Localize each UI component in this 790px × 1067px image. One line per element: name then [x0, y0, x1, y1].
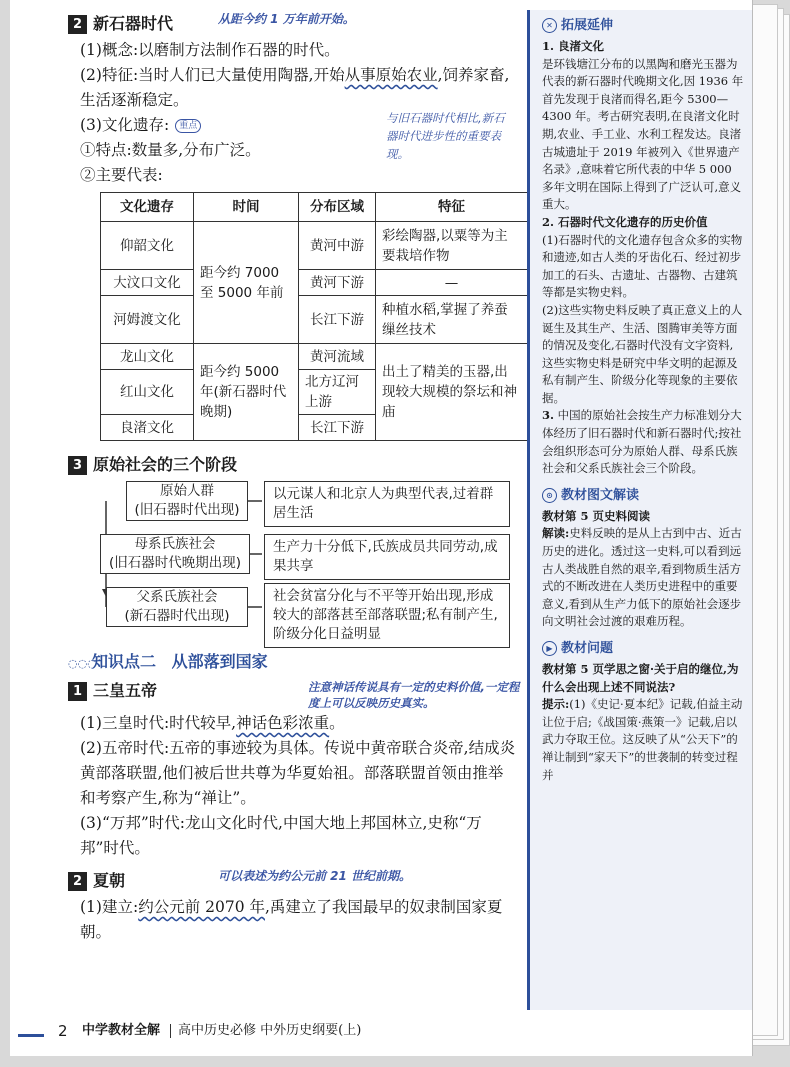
sidebar-heading-text: 教材图文解读 [561, 487, 640, 503]
margin-note: 从距今约 1 万年前开始。 [218, 12, 355, 26]
stamp: 重点 [175, 119, 201, 133]
sidebar-heading-text: 拓展延伸 [561, 18, 614, 33]
footer-divider [170, 1024, 171, 1038]
margin-note: 可以表述为约公元前 21 世纪前期。 [218, 869, 412, 883]
sidebar-paragraph: (2)这些实物史料反映了真正意义上的人诞生及其生产、生活、图腾审美等方面的情况及变化,石器时代没有文字资料,这些实物史料是研究中华文明的起源及私有制产生、阶级分化等现象的主要依据。 [542, 302, 743, 405]
text: ,禹建立了我国最早的奴隶制国家夏朝。 [80, 898, 503, 941]
table-cell: 黄河流域 [299, 344, 376, 370]
knowledge-point-heading [68, 647, 530, 677]
stage-description: 社会贫富分化与不平等开始出现,形成较大的部落甚至部落联盟;私有制产生,阶级分化日益明显 [264, 583, 510, 648]
text: 史料反映的是从上古到中古、近古历史的进化。透过这一史料,可以看到远古人类战胜自然的艰辛,看到物质生活方式的不断改进在人类历史进程中的重要意义,看到从生产力低下的原始社会逐步向文明社会过渡的艰难历程。 [542, 526, 742, 629]
stage-period: (新石器时代出现) [124, 608, 230, 624]
paragraph: (2)五帝时代:五帝的事迹较为具体。传说中黄帝联合炎帝,结成炎黄部落联盟,他们被后世共尊为华夏始祖。部落联盟首领由推举和考察产生,称为“禅让”。 [80, 739, 516, 807]
table-cell: 彩绘陶器,以粟等为主要栽培作物 [376, 222, 528, 270]
drops-icon: ◌◌◌ [68, 657, 97, 670]
stage-period: (旧石器时代出现) [134, 502, 240, 518]
sidebar-heading [542, 484, 744, 508]
table-cell: 河姆渡文化 [101, 296, 194, 344]
paragraph: (3)“万邦”时代:龙山文化时代,中国大地上邦国林立,史称“万邦”时代。 [80, 814, 482, 857]
table-cell: — [376, 270, 528, 296]
section-title: 原始社会的三个阶段 [93, 455, 238, 474]
extension-icon: ✕ [542, 18, 557, 33]
table-header-row [101, 193, 528, 222]
footer-brand: 中学教材全解 [82, 1023, 161, 1038]
sidebar-subtitle: 教材第 5 页学思之窗·关于启的继位,为什么会出现上述不同说法? [542, 662, 739, 694]
table-cell: 北方辽河上游 [299, 370, 376, 415]
section-heading [68, 867, 530, 895]
table-cell: 黄河下游 [299, 270, 376, 296]
sidebar-paragraph [542, 407, 744, 477]
stage-period: (旧石器时代晚期出现) [108, 555, 242, 571]
sidebar-paragraph: (1)石器时代的文化遗存包含众多的实物和遗迹,如古人类的牙齿化石、经过初步加工的石头、古遗址、古器物、古建筑等都是实物史料。 [542, 232, 743, 300]
textbook-page [10, 0, 753, 1056]
text: (1)三皇时代:时代较早, [80, 714, 237, 732]
stage-box-patrilineal [106, 587, 248, 627]
table-cell: 大汶口文化 [101, 270, 194, 296]
stage-name: 母系氏族社会 [134, 536, 216, 552]
underlined-text: 从事原始农业 [344, 66, 438, 84]
paragraph: (1)概念:以磨制方法制作石器的时代。 [80, 41, 340, 59]
paragraph [68, 711, 530, 736]
table-cell: 黄河中游 [299, 222, 376, 270]
text: (1)建立: [80, 898, 139, 916]
sidebar-heading [542, 14, 744, 38]
section-number: 1 [68, 682, 87, 701]
text: (3)文化遗存: [80, 116, 170, 134]
play-icon: ▶ [542, 641, 557, 656]
sidebar [527, 10, 752, 1010]
table-cell: 长江下游 [299, 415, 376, 441]
text: (1)《史记·夏本纪》记载,伯益主动让位于启;《战国策·燕策一》记载,启以武力夺取王位。这反映了从“公天下”的禅让制到“家天下”的世袭制的转变过程并 [542, 697, 743, 782]
label: 解读: [542, 526, 570, 541]
sidebar-item-number: 3. [542, 408, 555, 423]
sidebar-subtitle: 教材第 5 页史料阅读 [542, 508, 651, 523]
paragraph [68, 63, 520, 113]
table-header: 分布区域 [299, 193, 376, 222]
text: 中国的原始社会按生产力标准划分大体经历了旧石器时代和新石器时代;按社会组织形态可分为原始人群、母系氏族社会和父系氏族社会三个阶段。 [542, 408, 742, 476]
sidebar-subtitle: 1. 良渚文化 [542, 39, 605, 53]
table-cell: 红山文化 [101, 370, 194, 415]
page-number: 2 [58, 1022, 68, 1040]
table-header: 文化遗存 [101, 193, 194, 222]
stage-description: 生产力十分低下,氏族成员共同劳动,成果共享 [264, 534, 510, 580]
sidebar-heading-text: 教材问题 [561, 641, 614, 656]
stage-box-primitive-group [126, 481, 248, 521]
section-number: 2 [68, 15, 87, 34]
table-cell: 距今约 7000 至 5000 年前 [194, 222, 299, 344]
sidebar-subtitle: 2. 石器时代文化遗存的历史价值 [542, 214, 708, 229]
label: 提示: [542, 697, 570, 712]
table-row [101, 270, 528, 296]
page-footer [10, 1018, 752, 1044]
section-heading [68, 451, 530, 479]
section-heading [68, 677, 530, 710]
stage-description: 以元谋人和北京人为典型代表,过着群居生活 [264, 481, 510, 527]
underlined-text: 神话色彩浓重 [236, 714, 330, 732]
stage-name: 父系氏族社会 [136, 589, 218, 605]
magnifier-icon: ⊙ [542, 488, 557, 503]
table-cell: 良渚文化 [101, 415, 194, 441]
table-cell: 仰韶文化 [101, 222, 194, 270]
table-cell: 长江下游 [299, 296, 376, 344]
table-row [101, 344, 528, 370]
stage-box-matrilineal [100, 534, 250, 574]
table-row [101, 222, 528, 270]
table-header: 特征 [376, 193, 528, 222]
underlined-text: 约公元前 2070 年 [138, 898, 265, 916]
table-row [101, 296, 528, 344]
sidebar-paragraph [542, 696, 744, 784]
sidebar-paragraph [542, 525, 744, 631]
stage-flowchart [68, 479, 530, 641]
section-title: 三皇五帝 [93, 681, 158, 700]
paragraph: ②主要代表: [80, 166, 163, 184]
section-number: 2 [68, 872, 87, 891]
footer-book-title: 高中历史必修 中外历史纲要(上) [178, 1023, 362, 1038]
paragraph: ①特点:数量多,分布广泛。 [80, 141, 261, 159]
footer-accent-bar [18, 1034, 44, 1037]
table-cell: 出土了精美的玉器,出现较大规模的祭坛和神庙 [376, 344, 528, 441]
knowledge-point-title: 从部落到国家 [171, 652, 268, 671]
section-title: 新石器时代 [93, 14, 174, 33]
section-heading [68, 10, 530, 38]
culture-table [100, 192, 528, 441]
table-header: 时间 [194, 193, 299, 222]
section-title: 夏朝 [93, 871, 126, 890]
table-cell: 种植水稻,掌握了养蚕缫丝技术 [376, 296, 528, 344]
knowledge-point-label: 知识点二 [92, 652, 157, 671]
table-cell: 龙山文化 [101, 344, 194, 370]
text: (2)特征:当时人们已大量使用陶器,开始 [80, 66, 345, 84]
sidebar-paragraph: 是环钱塘江分布的以黑陶和磨光玉器为代表的新石器时代晚期文化,因 1936 年首先发现于良渚而得名,距今 5300—4300 年。考古研究表明,在良渚文化时期,农业、手工业、水利工程发达。良渚古城遗址于 2019 年被列入《世界遗产名录》,意味着它所代表的中华 5 000 多年文明在国际上得到了广泛认可,意义重大。 [542, 56, 744, 212]
section-number: 3 [68, 456, 87, 475]
paragraph [68, 895, 518, 945]
text: ,饲养家畜,生活逐渐稳定。 [80, 66, 510, 109]
main-column [68, 10, 530, 945]
table-cell: 距今约 5000 年(新石器时代晚期) [194, 344, 299, 441]
margin-note: 注意神话传说具有一定的史料价值,一定程度上可以反映历史真实。 [308, 680, 520, 710]
margin-note: 与旧石器时代相比,新石器时代进步性的重要表现。 [386, 111, 505, 161]
sidebar-heading [542, 637, 744, 661]
stage-name: 原始人群 [160, 483, 214, 499]
text: 。 [329, 714, 345, 732]
